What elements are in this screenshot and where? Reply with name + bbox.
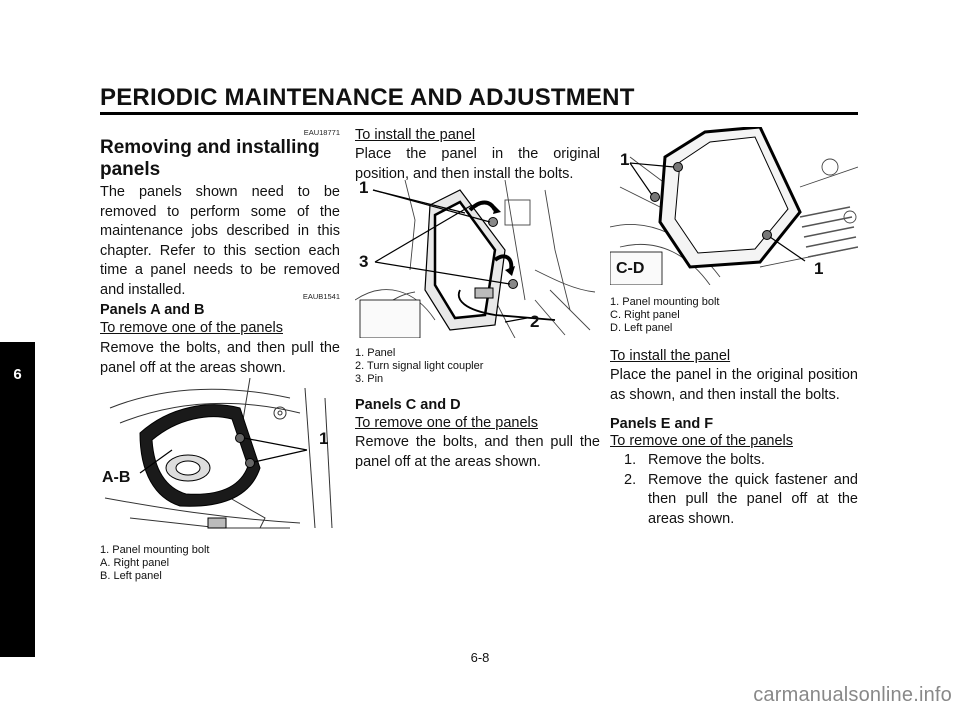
step-number: 1. bbox=[624, 452, 637, 468]
caption-line: D. Left panel bbox=[610, 322, 673, 334]
list-item bbox=[610, 451, 858, 471]
callout-coupler-2: 2 bbox=[530, 312, 540, 331]
caption-line: 1. Panel mounting bolt bbox=[100, 544, 210, 556]
reference-code: EAU18771 bbox=[303, 128, 340, 137]
callout-bolt-1: 1 bbox=[814, 259, 824, 278]
figure-panel-label: C-D bbox=[616, 260, 645, 277]
caption-line: 3. Pin bbox=[355, 373, 384, 385]
header-rule bbox=[100, 112, 858, 115]
caption-line: 1. Panel mounting bolt bbox=[610, 296, 720, 308]
caption-line: B. Left panel bbox=[100, 570, 162, 582]
remove-panels-text: Remove the bolts, and then pull the panel off at the areas shown. bbox=[100, 340, 340, 376]
caption-line: 1. Panel bbox=[355, 347, 396, 359]
list-item bbox=[610, 471, 858, 530]
callout-pin-3: 3 bbox=[359, 252, 369, 271]
figure-caption-a-b bbox=[100, 544, 209, 583]
page-number: 6-8 bbox=[470, 650, 490, 665]
figure-panel-label: A-B bbox=[102, 469, 131, 486]
install-panel-text: Place the panel in the original position, and then install the bolts. bbox=[355, 146, 600, 182]
remove-panels-title: To remove one of the panels bbox=[100, 320, 283, 336]
figure-panels-c-d bbox=[610, 127, 858, 285]
sub-heading-panels-c-d: Panels C and D bbox=[355, 397, 461, 413]
step-text: Remove the bolts. bbox=[648, 452, 765, 468]
sub-heading-panels-a-b: Panels A and B bbox=[100, 302, 205, 318]
reference-code: EAUB1541 bbox=[302, 292, 340, 301]
page-header-title: PERIODIC MAINTENANCE AND ADJUSTMENT bbox=[100, 84, 635, 111]
figure-caption-c-d bbox=[610, 296, 719, 335]
install-panel-title: To install the panel bbox=[610, 348, 731, 364]
remove-panels-text: Remove the bolts, and then pull the panel off at the areas shown. bbox=[355, 434, 600, 470]
caption-line: A. Right panel bbox=[100, 557, 170, 569]
remove-panels-title: To remove one of the panels bbox=[610, 433, 793, 449]
callout-panel-1: 1 bbox=[359, 178, 369, 197]
install-panel-text: Place the panel in the original position as shown, and then install the bolts. bbox=[610, 367, 858, 403]
callout-bolt-1: 1 bbox=[620, 150, 630, 169]
caption-line: C. Right panel bbox=[610, 309, 680, 321]
watermark-text: carmanualsonline.info bbox=[753, 684, 952, 706]
chapter-tab-number: 6 bbox=[13, 366, 22, 383]
remove-panels-title: To remove one of the panels bbox=[355, 415, 538, 431]
sub-heading-panels-e-f: Panels E and F bbox=[610, 416, 714, 432]
figure-caption-coupler bbox=[355, 347, 483, 386]
removal-steps-list bbox=[610, 451, 858, 529]
step-number: 2. bbox=[624, 471, 637, 488]
figure-panels-a-b bbox=[100, 378, 340, 536]
intro-paragraph: The panels shown need to be removed to perform some of the maintenance jobs described in this chapter. Refer to this section each time a panel needs to be removed and installed. bbox=[100, 184, 340, 298]
section-heading: Removing and installing panels bbox=[100, 137, 320, 180]
caption-line: 2. Turn signal light coupler bbox=[355, 360, 484, 372]
figure-panel-coupler bbox=[355, 180, 600, 338]
chapter-side-tab bbox=[0, 342, 35, 657]
install-panel-title: To install the panel bbox=[355, 127, 476, 143]
callout-bolt-1: 1 bbox=[319, 429, 329, 448]
step-text: Remove the quick fastener and then pull the panel off at the areas shown. bbox=[648, 471, 858, 527]
